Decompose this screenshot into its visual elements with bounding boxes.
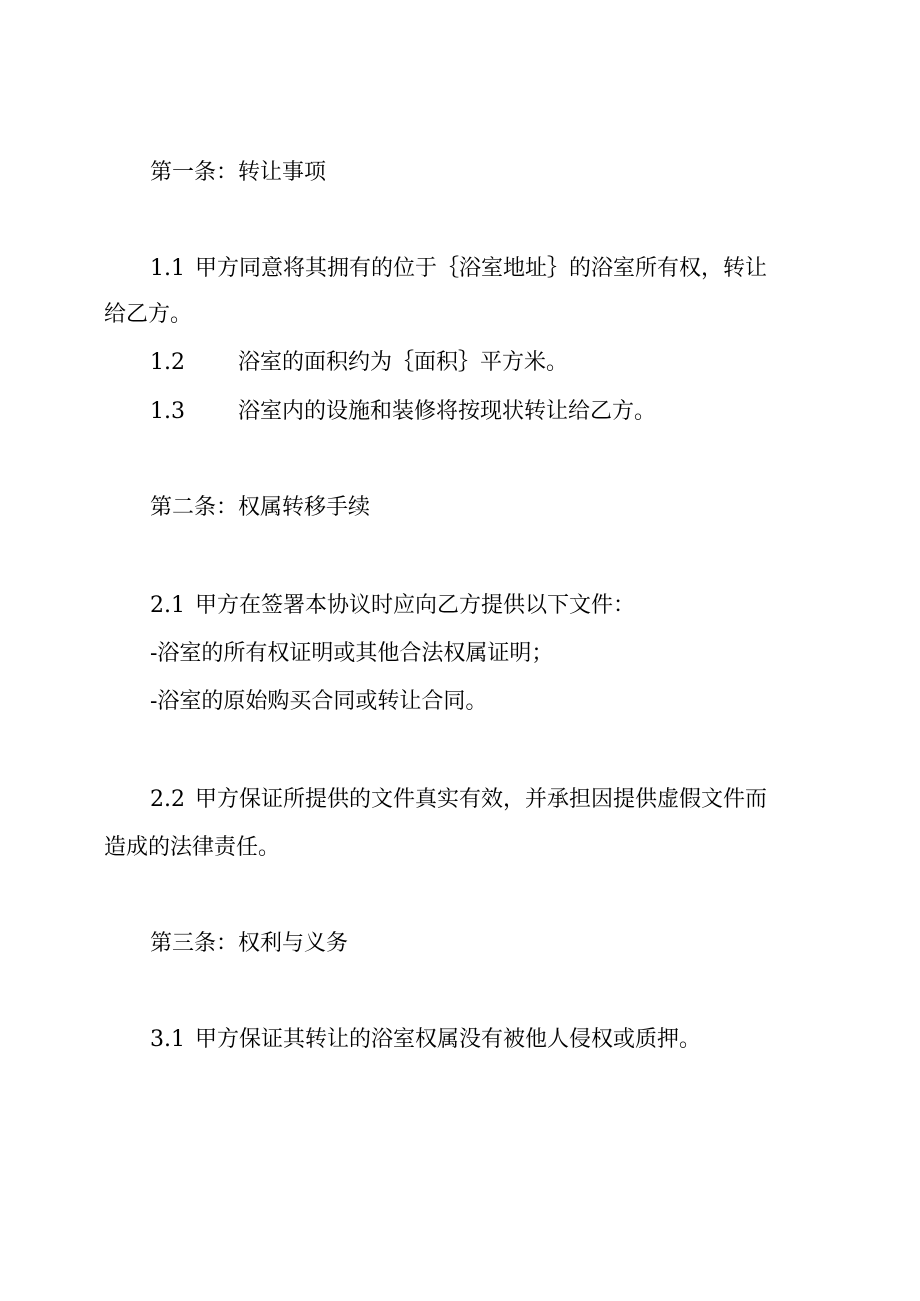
list-item: -浴室的原始购买合同或转让合同。 bbox=[150, 689, 488, 714]
clause-number: 2.1 bbox=[150, 593, 185, 618]
clause-text: 甲方保证其转让的浴室权属没有被他人侵权或质押。 bbox=[195, 1027, 702, 1052]
clause-number: 1.3 bbox=[150, 399, 185, 424]
clause-number: 3.1 bbox=[150, 1027, 185, 1052]
clause-text: 甲方同意将其拥有的位于｛浴室地址｝的浴室所有权，转让 bbox=[195, 256, 768, 281]
clause-2-1-item bbox=[150, 687, 487, 717]
clause-text: 甲方保证所提供的文件真实有效，并承担因提供虚假文件而 bbox=[195, 787, 768, 812]
section-heading bbox=[150, 493, 370, 523]
clause-number: 1.1 bbox=[150, 256, 185, 281]
clause-1-1-continuation bbox=[104, 300, 192, 330]
section-heading bbox=[150, 929, 348, 959]
clause-2-2 bbox=[150, 785, 767, 815]
clause-2-2-continuation bbox=[104, 833, 280, 863]
clause-number: 1.2 bbox=[150, 350, 185, 375]
clause-1-3 bbox=[150, 397, 656, 427]
clause-text: 浴室内的设施和装修将按现状转让给乙方。 bbox=[238, 399, 657, 424]
clause-number: 2.2 bbox=[150, 787, 185, 812]
clause-1-1 bbox=[150, 254, 767, 284]
clause-text: 给乙方。 bbox=[104, 302, 193, 327]
clause-2-1 bbox=[150, 591, 635, 621]
section-heading bbox=[150, 158, 326, 188]
clause-text: 造成的法律责任。 bbox=[104, 835, 281, 860]
clause-text: 甲方在签署本协议时应向乙方提供以下文件： bbox=[195, 593, 636, 618]
clause-2-1-item bbox=[150, 639, 553, 669]
clause-3-1 bbox=[150, 1025, 701, 1055]
clause-text: 浴室的面积约为｛面积｝平方米。 bbox=[238, 350, 569, 375]
clause-1-2 bbox=[150, 348, 568, 378]
list-item: -浴室的所有权证明或其他合法权属证明； bbox=[150, 641, 554, 666]
section-heading-text: 第二条：权属转移手续 bbox=[150, 495, 371, 520]
section-heading-text: 第三条：权利与义务 bbox=[150, 931, 349, 956]
section-heading-text: 第一条：转让事项 bbox=[150, 160, 327, 185]
